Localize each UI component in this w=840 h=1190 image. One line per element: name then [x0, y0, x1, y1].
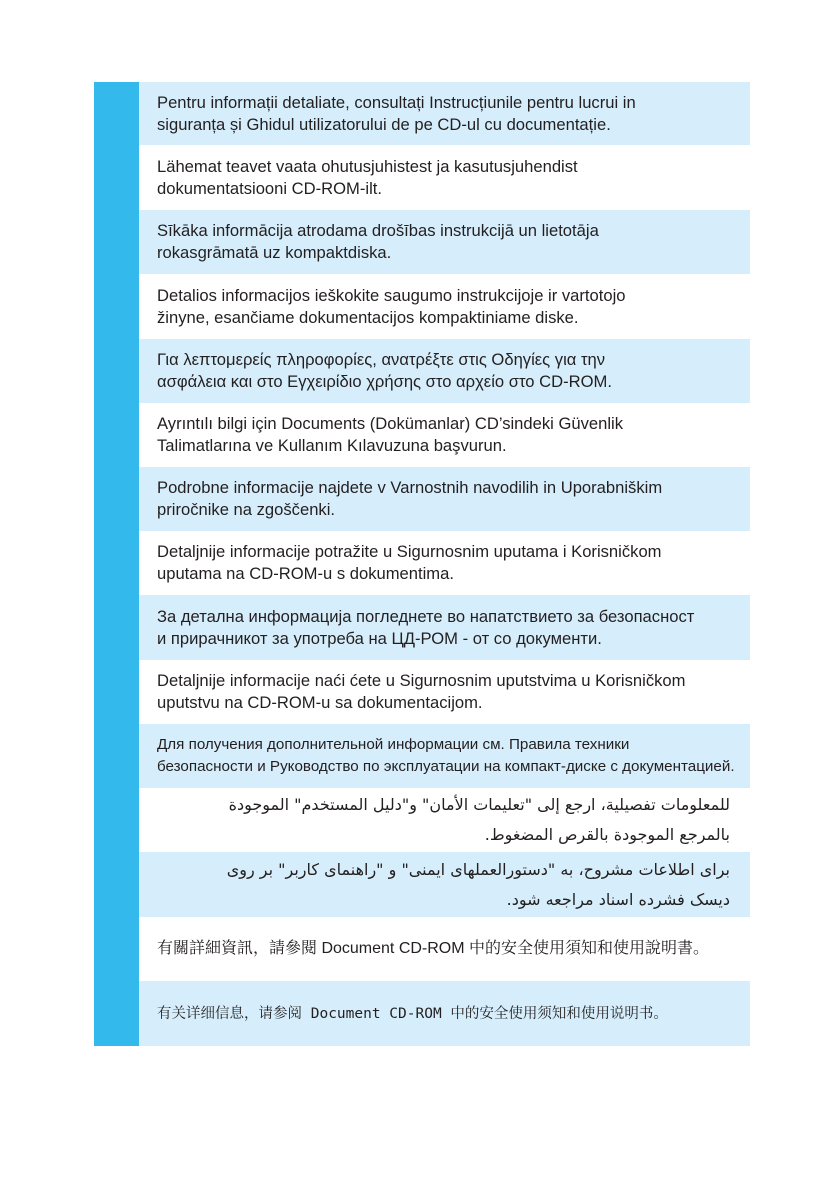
info-row-estonian — [139, 145, 750, 210]
row-line: Lähemat teavet vaata ohutusjuhistest ja kasutusjuhendist — [157, 156, 578, 176]
row-line: 有關詳細資訊，請參閱 Document CD-ROM 中的安全使用須知和使用說明書。 — [157, 940, 710, 957]
info-row-slovenian — [139, 467, 750, 531]
row-line: За детална информација погледнете во напатствието за безопасност — [157, 606, 695, 626]
info-row-serbian — [139, 660, 750, 724]
info-row-macedonian — [139, 595, 750, 660]
row-line: uputama na CD-ROM-u s dokumentima. — [157, 564, 454, 583]
info-row-latvian — [139, 210, 750, 274]
info-row-simplified-chinese — [139, 981, 750, 1046]
row-line: dokumentatsiooni CD-ROM-ilt. — [157, 178, 383, 198]
row-line: للمعلومات تفصيلية، ارجع إلى "تعليمات الأمان" و"دليل المستخدم" الموجودة — [228, 795, 730, 814]
row-line: Pentru informații detaliate, consultați Instrucțiunile pentru lucrui in — [157, 92, 636, 112]
row-line: برای اطلاعات مشروح، به "دستورالعملهای ایمنی" و "راهنمای کاربر" بر روی — [226, 859, 730, 879]
row-line: uputstvu na CD-ROM-u sa dokumentacijom. — [157, 693, 483, 712]
row-line: Podrobne informacije najdete v Varnostnih navodilih in Uporabniškim — [157, 478, 663, 497]
info-row-arabic — [139, 788, 750, 852]
row-line: priročnike na zgoščenki. — [157, 500, 336, 519]
row-line: Для получения дополнительной информации см. Правила техники — [157, 736, 630, 753]
row-line: Detaljnije informacije potražite u Sigurnosnim uputama i Korisničkom — [157, 542, 662, 561]
info-row-persian — [139, 852, 750, 917]
row-line: Detalios informacijos ieškokite saugumo instrukcijoje ir vartotojo — [157, 285, 626, 305]
row-line: rokasgrāmatā uz kompaktdiska. — [157, 243, 392, 262]
row-line: Talimatlarına ve Kullanım Kılavuzuna başvurun. — [157, 436, 507, 455]
row-line: 有关详细信息，请参阅 Document CD-ROM 中的安全使用须知和使用说明书。 — [157, 1005, 668, 1022]
row-line: žinyne, esančiame dokumentacijos kompaktiniame diske. — [157, 307, 579, 327]
row-line: ασφάλεια και στο Εγχειρίδιο χρήσης στο αρχείο στο CD-ROM. — [157, 372, 612, 391]
info-row-lithuanian — [139, 274, 750, 339]
row-line: دیسک فشرده اسناد مراجعه شود. — [506, 889, 730, 909]
row-line: Ayrıntılı bilgi için Documents (Dokümanlar) CD’sindeki Güvenlik — [157, 414, 624, 433]
info-row-romanian — [139, 82, 750, 145]
row-line: безопасности и Руководство по эксплуатации на компакт-диске с документацией. — [157, 758, 735, 775]
info-row-croatian — [139, 531, 750, 595]
row-line: Detaljnije informacije naći ćete u Sigurnosnim uputstvima u Korisničkom — [157, 671, 686, 690]
row-line: siguranța și Ghidul utilizatorului de pe CD-ul cu documentație. — [157, 114, 611, 134]
row-line: بالمرجع الموجودة بالقرص المضغوط. — [484, 825, 730, 844]
info-row-turkish — [139, 403, 750, 467]
info-row-russian — [139, 724, 750, 788]
info-row-traditional-chinese — [139, 917, 750, 981]
row-line: Για λεπτομερείς πληροφορίες, ανατρέξτε στις Οδηγίες για την — [157, 350, 606, 369]
row-line: Sīkāka informācija atrodama drošības instrukcijā un lietotāja — [157, 221, 599, 240]
row-line: и прирачникот за употреба на ЦД-РОМ - от со документи. — [157, 628, 602, 648]
accent-side-bar — [94, 82, 139, 1046]
info-row-greek — [139, 339, 750, 403]
